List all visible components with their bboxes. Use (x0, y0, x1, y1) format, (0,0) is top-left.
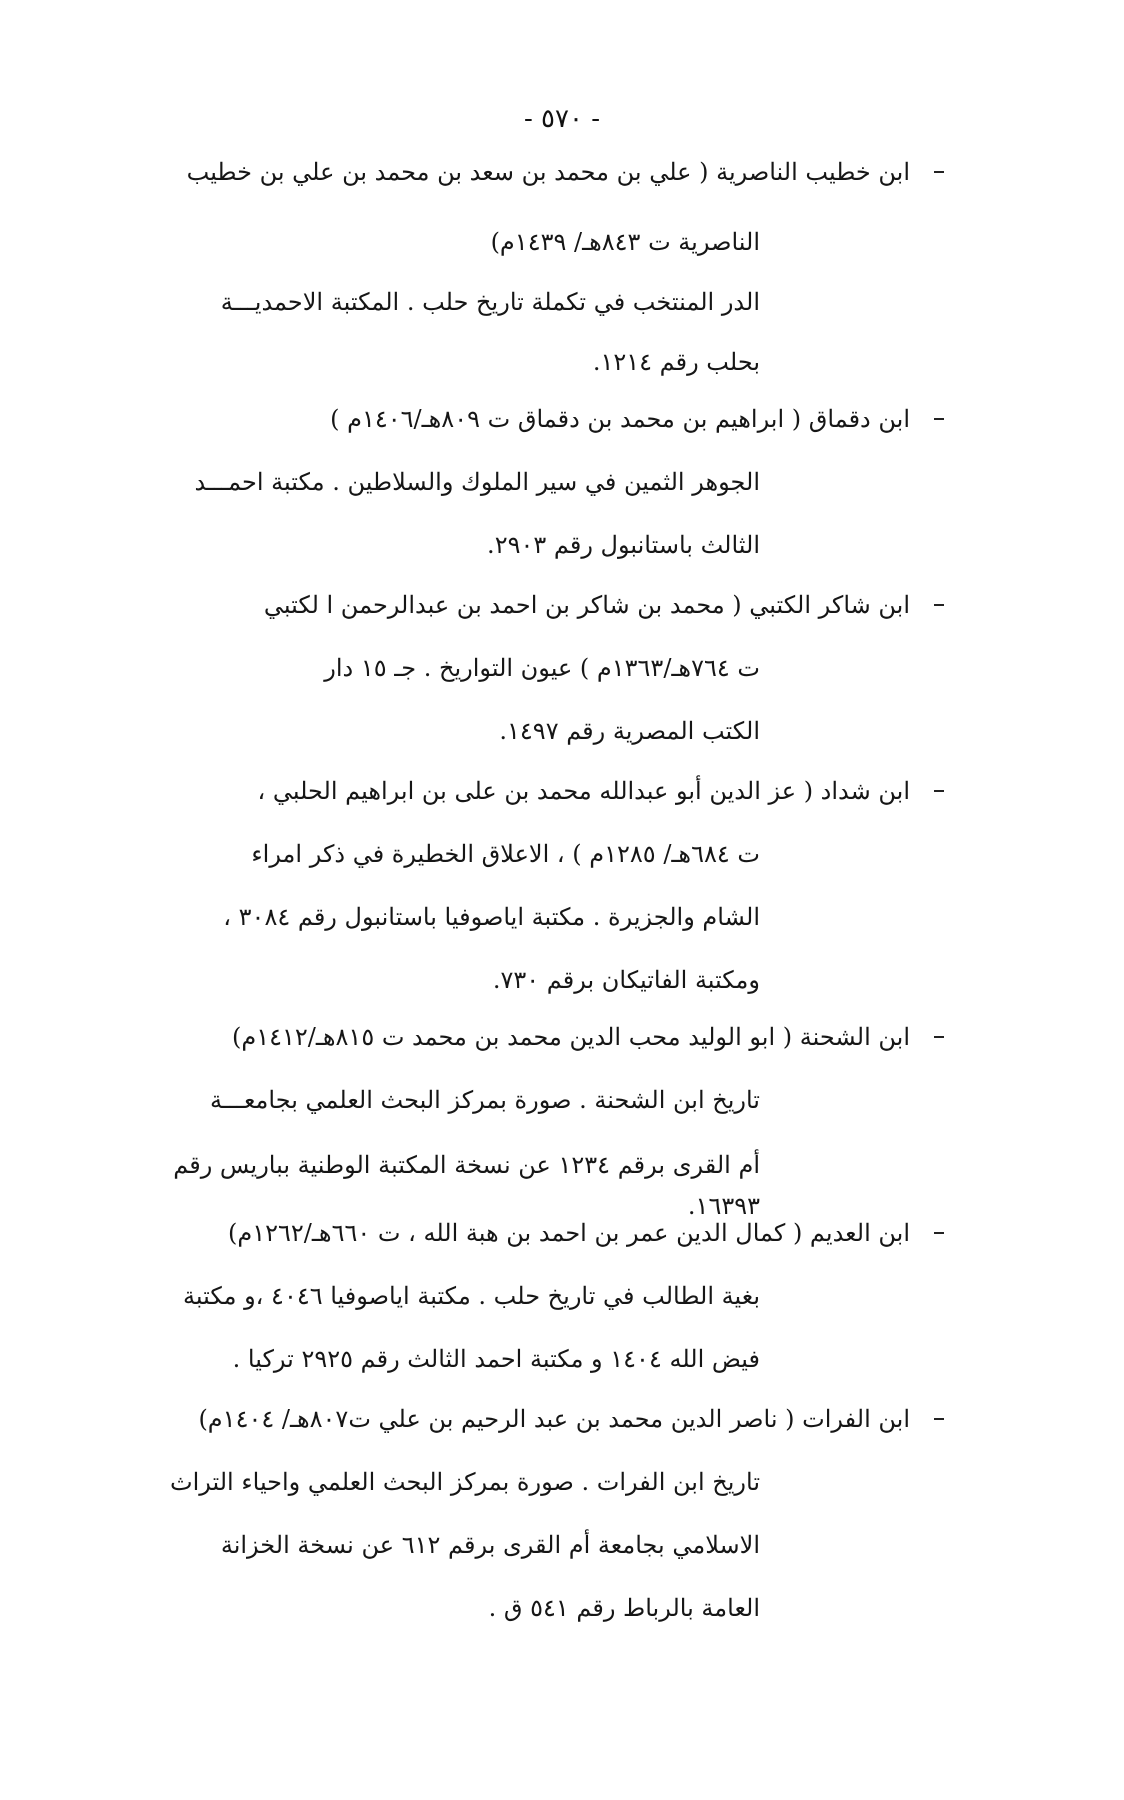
entry-line: العامة بالرباط رقم ٥٤١ ق . (488, 1594, 760, 1622)
entry-line: تاريخ ابن الشحنة . صورة بمركز البحث العلمي بجامعـــة (210, 1086, 760, 1114)
entry-line: الدر المنتخب في تكملة تاريخ حلب . المكتبة الاحمديـــة (220, 288, 760, 316)
entry-line: فيض الله ١٤٠٤ و مكتبة احمد الثالث رقم ٢٩٢٥ تركيا . (232, 1345, 760, 1373)
entry-heading: ابن شداد ( عز الدين أبو عبدالله محمد بن على بن ابراهيم الحلبي ، (257, 777, 910, 805)
entry-heading: ابن الشحنة ( ابو الوليد محب الدين محمد بن محمد ت ٨١٥هـ/١٤١٢م) (231, 1023, 910, 1051)
entry-heading: ابن العديم ( كمال الدين عمر بن احمد بن هبة الله ، ت ٦٦٠هـ/١٢٦٢م) (227, 1219, 910, 1247)
page-number: - ٥٧٠ - (523, 104, 601, 134)
entry-dash (934, 1418, 944, 1420)
entry-line: الاسلامي بجامعة أم القرى برقم ٦١٢ عن نسخة الخزانة (220, 1531, 760, 1559)
entry-dash (934, 1232, 944, 1234)
entry-line: ومكتبة الفاتيكان برقم ٧٣٠. (492, 966, 760, 994)
entry-line: بغية الطالب في تاريخ حلب . مكتبة اياصوفيا ٤٠٤٦ ،و مكتبة (182, 1282, 760, 1310)
entry-dash (934, 790, 944, 792)
entry-line: ت ٧٦٤هـ/١٣٦٣م ) عيون التواريخ . جـ ١٥ دار (324, 654, 760, 682)
entry-heading: ابن شاكر الكتبي ( محمد بن شاكر بن احمد بن عبدالرحمن ا لكتبي (263, 591, 910, 619)
entry-line: تاريخ ابن الفرات . صورة بمركز البحث العلمي واحياء التراث (169, 1468, 760, 1496)
entry-heading: ابن دقماق ( ابراهيم بن محمد بن دقماق ت ٨٠٩هـ/١٤٠٦م ) (330, 405, 910, 433)
entry-line: ١٦٣٩٣. (687, 1192, 760, 1220)
entry-line: الشام والجزيرة . مكتبة اياصوفيا باستانبول رقم ٣٠٨٤ ، (223, 903, 760, 931)
entry-line: أم القرى برقم ١٢٣٤ عن نسخة المكتبة الوطنية بباريس رقم (173, 1151, 760, 1179)
entry-heading: ابن الفرات ( ناصر الدين محمد بن عبد الرحيم بن علي ت٨٠٧هـ/ ١٤٠٤م) (198, 1405, 910, 1433)
entry-dash (934, 171, 944, 173)
entry-line: بحلب رقم ١٢١٤. (592, 348, 760, 376)
entry-line: الجوهر الثمين في سير الملوك والسلاطين . مكتبة احمـــد (194, 468, 760, 496)
entry-line: الناصرية ت ٨٤٣هـ/ ١٤٣٩م) (490, 228, 760, 256)
entry-line: الثالث باستانبول رقم ٢٩٠٣. (487, 531, 760, 559)
entry-line: الكتب المصرية رقم ١٤٩٧. (499, 717, 760, 745)
entry-line: ت ٦٨٤هـ/ ١٢٨٥م ) ، الاعلاق الخطيرة في ذكر امراء (251, 840, 760, 868)
entry-heading: ابن خطيب الناصرية ( علي بن محمد بن سعد بن محمد بن علي بن خطيب (186, 158, 910, 186)
entry-dash (934, 418, 944, 420)
entry-dash (934, 1036, 944, 1038)
entry-dash (934, 604, 944, 606)
